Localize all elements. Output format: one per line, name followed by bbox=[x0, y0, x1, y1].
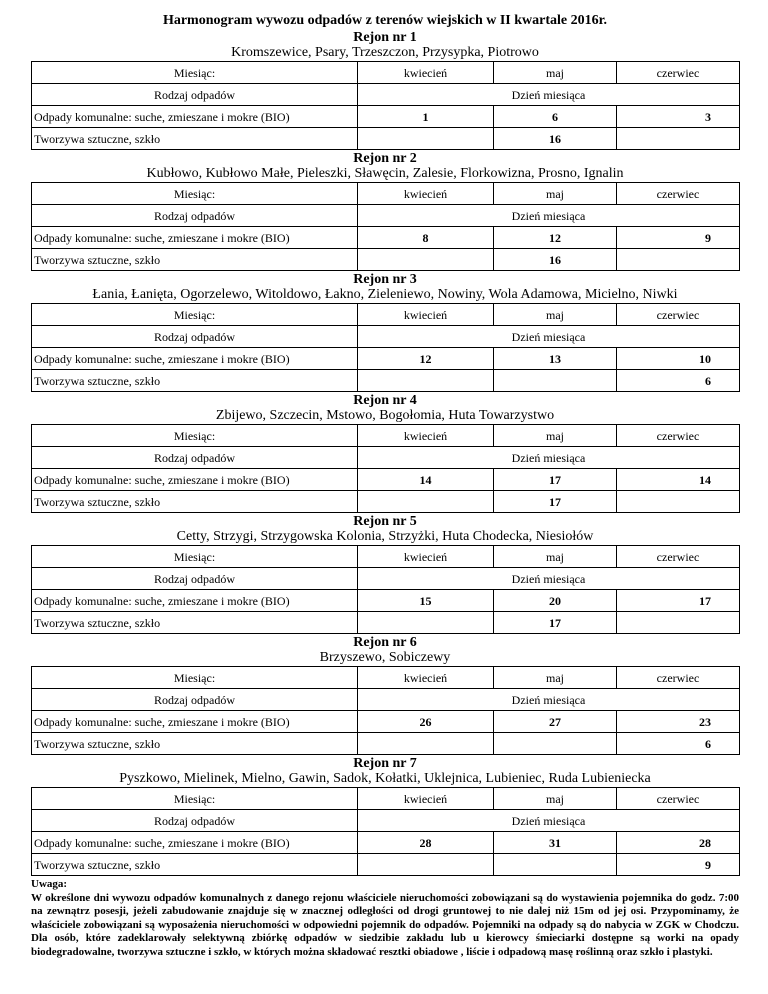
region-block bbox=[31, 30, 739, 150]
month-may: maj bbox=[494, 183, 617, 205]
month-label: Miesiąc: bbox=[32, 425, 358, 447]
document-title: Harmonogram wywozu odpadów z terenów wiejskich w II kwartale 2016r. bbox=[162, 13, 608, 28]
month-april: kwiecień bbox=[358, 425, 494, 447]
municipal-april: 15 bbox=[358, 590, 494, 612]
month-header-row bbox=[32, 425, 740, 447]
municipal-label: Odpady komunalne: suche, zmieszane i mokre (BIO) bbox=[32, 348, 358, 370]
month-header-row bbox=[32, 304, 740, 326]
municipal-june: 9 bbox=[617, 227, 740, 249]
region-title: Rejon nr 1 bbox=[353, 30, 417, 45]
plastics-row bbox=[32, 854, 740, 876]
month-may: maj bbox=[494, 304, 617, 326]
month-label: Miesiąc: bbox=[32, 667, 358, 689]
subheader-row bbox=[32, 326, 740, 348]
region-block bbox=[31, 272, 739, 392]
municipal-april: 12 bbox=[358, 348, 494, 370]
municipal-row bbox=[32, 469, 740, 491]
municipal-june: 17 bbox=[617, 590, 740, 612]
plastics-june bbox=[617, 128, 740, 150]
waste-type-label: Rodzaj odpadów bbox=[32, 326, 358, 348]
municipal-april: 28 bbox=[358, 832, 494, 854]
plastics-may bbox=[494, 370, 617, 392]
plastics-row bbox=[32, 370, 740, 392]
day-of-month-label: Dzień miesiąca bbox=[358, 84, 740, 106]
subheader-row bbox=[32, 568, 740, 590]
plastics-may: 16 bbox=[494, 128, 617, 150]
plastics-may: 17 bbox=[494, 491, 617, 513]
waste-type-label: Rodzaj odpadów bbox=[32, 447, 358, 469]
waste-type-label: Rodzaj odpadów bbox=[32, 205, 358, 227]
month-june: czerwiec bbox=[617, 667, 740, 689]
plastics-row bbox=[32, 491, 740, 513]
subheader-row bbox=[32, 447, 740, 469]
day-of-month-label: Dzień miesiąca bbox=[358, 326, 740, 348]
region-title: Rejon nr 6 bbox=[353, 635, 417, 650]
schedule-document bbox=[31, 12, 739, 959]
month-label: Miesiąc: bbox=[32, 183, 358, 205]
municipal-may: 17 bbox=[494, 469, 617, 491]
plastics-label: Tworzywa sztuczne, szkło bbox=[32, 370, 358, 392]
municipal-row bbox=[32, 348, 740, 370]
schedule-table bbox=[31, 545, 740, 634]
plastics-april bbox=[358, 370, 494, 392]
day-of-month-label: Dzień miesiąca bbox=[358, 568, 740, 590]
month-may: maj bbox=[494, 788, 617, 810]
municipal-may: 20 bbox=[494, 590, 617, 612]
plastics-april bbox=[358, 854, 494, 876]
municipal-label: Odpady komunalne: suche, zmieszane i mokre (BIO) bbox=[32, 590, 358, 612]
month-april: kwiecień bbox=[358, 304, 494, 326]
region-towns: Pyszkowo, Mielinek, Mielno, Gawin, Sadok, Kołatki, Uklejnica, Lubieniec, Ruda Lubieniecka bbox=[119, 771, 651, 786]
municipal-may: 27 bbox=[494, 711, 617, 733]
plastics-label: Tworzywa sztuczne, szkło bbox=[32, 854, 358, 876]
month-april: kwiecień bbox=[358, 788, 494, 810]
region-block bbox=[31, 393, 739, 513]
subheader-row bbox=[32, 205, 740, 227]
region-title: Rejon nr 4 bbox=[353, 393, 417, 408]
waste-type-label: Rodzaj odpadów bbox=[32, 568, 358, 590]
plastics-label: Tworzywa sztuczne, szkło bbox=[32, 733, 358, 755]
month-may: maj bbox=[494, 425, 617, 447]
municipal-row bbox=[32, 106, 740, 128]
plastics-april bbox=[358, 733, 494, 755]
municipal-label: Odpady komunalne: suche, zmieszane i mokre (BIO) bbox=[32, 106, 358, 128]
month-june: czerwiec bbox=[617, 425, 740, 447]
month-june: czerwiec bbox=[617, 788, 740, 810]
municipal-june: 10 bbox=[617, 348, 740, 370]
note-heading: Uwaga: bbox=[31, 878, 68, 890]
month-header-row bbox=[32, 788, 740, 810]
waste-type-label: Rodzaj odpadów bbox=[32, 84, 358, 106]
day-of-month-label: Dzień miesiąca bbox=[358, 810, 740, 832]
region-block bbox=[31, 635, 739, 755]
month-april: kwiecień bbox=[358, 546, 494, 568]
month-april: kwiecień bbox=[358, 667, 494, 689]
region-block bbox=[31, 756, 739, 876]
schedule-table bbox=[31, 424, 740, 513]
regions-container bbox=[31, 30, 739, 876]
note-text: W określone dni wywozu odpadów komunalnych z danego rejonu właściciele nieruchomości zobowiązani są do wystawienia pojemnika do godz. 7:00 na zewnątrz posesji, jeżeli zabudowanie znajduje się w znacznej odległości od drogi gruntowej to nie dalej niż 15m od jej osi. Przypominamy, że właściciele zobowiązani są wyposażenia nieruchomości w odpowiedni pojemnik do odpadów. Pojemniki na odpady są do nabycia w ZGK w Chodczu. Dla osób, które zadeklarowały selektywną zbiórkę odpadów w siedzibie zakładu lub u kierowcy śmieciarki dostępne są worki na opady biodegradowalne, tworzywa sztuczne i szkło, w których można składować resztki obiadowe , liście i odpadową masę roślinną oraz szkło i plastyki. bbox=[31, 891, 739, 958]
municipal-april: 26 bbox=[358, 711, 494, 733]
municipal-row bbox=[32, 832, 740, 854]
month-header-row bbox=[32, 62, 740, 84]
municipal-june: 28 bbox=[617, 832, 740, 854]
municipal-label: Odpady komunalne: suche, zmieszane i mokre (BIO) bbox=[32, 227, 358, 249]
month-label: Miesiąc: bbox=[32, 788, 358, 810]
month-label: Miesiąc: bbox=[32, 62, 358, 84]
note-section bbox=[31, 878, 739, 959]
region-block bbox=[31, 514, 739, 634]
month-may: maj bbox=[494, 546, 617, 568]
plastics-june: 6 bbox=[617, 733, 740, 755]
day-of-month-label: Dzień miesiąca bbox=[358, 689, 740, 711]
plastics-may: 16 bbox=[494, 249, 617, 271]
month-may: maj bbox=[494, 667, 617, 689]
plastics-row bbox=[32, 249, 740, 271]
municipal-row bbox=[32, 711, 740, 733]
plastics-april bbox=[358, 491, 494, 513]
municipal-june: 3 bbox=[617, 106, 740, 128]
plastics-label: Tworzywa sztuczne, szkło bbox=[32, 249, 358, 271]
subheader-row bbox=[32, 84, 740, 106]
region-towns: Brzyszewo, Sobiczewy bbox=[319, 650, 451, 665]
region-towns: Cetty, Strzygi, Strzygowska Kolonia, Strzyżki, Huta Chodecka, Niesiołów bbox=[176, 529, 594, 544]
plastics-label: Tworzywa sztuczne, szkło bbox=[32, 612, 358, 634]
municipal-june: 23 bbox=[617, 711, 740, 733]
region-towns: Kromszewice, Psary, Trzeszczon, Przysypka, Piotrowo bbox=[231, 45, 539, 60]
municipal-may: 31 bbox=[494, 832, 617, 854]
plastics-june bbox=[617, 491, 740, 513]
municipal-april: 14 bbox=[358, 469, 494, 491]
plastics-may bbox=[494, 733, 617, 755]
month-label: Miesiąc: bbox=[32, 304, 358, 326]
municipal-label: Odpady komunalne: suche, zmieszane i mokre (BIO) bbox=[32, 469, 358, 491]
plastics-row bbox=[32, 128, 740, 150]
schedule-table bbox=[31, 303, 740, 392]
municipal-row bbox=[32, 590, 740, 612]
plastics-may: 17 bbox=[494, 612, 617, 634]
plastics-april bbox=[358, 128, 494, 150]
region-title: Rejon nr 3 bbox=[353, 272, 417, 287]
municipal-april: 1 bbox=[358, 106, 494, 128]
plastics-label: Tworzywa sztuczne, szkło bbox=[32, 491, 358, 513]
schedule-table bbox=[31, 61, 740, 150]
plastics-june bbox=[617, 612, 740, 634]
month-header-row bbox=[32, 546, 740, 568]
waste-type-label: Rodzaj odpadów bbox=[32, 689, 358, 711]
waste-type-label: Rodzaj odpadów bbox=[32, 810, 358, 832]
municipal-june: 14 bbox=[617, 469, 740, 491]
month-header-row bbox=[32, 667, 740, 689]
municipal-may: 13 bbox=[494, 348, 617, 370]
plastics-june: 9 bbox=[617, 854, 740, 876]
plastics-row bbox=[32, 733, 740, 755]
schedule-table bbox=[31, 787, 740, 876]
month-may: maj bbox=[494, 62, 617, 84]
day-of-month-label: Dzień miesiąca bbox=[358, 447, 740, 469]
region-block bbox=[31, 151, 739, 271]
plastics-may bbox=[494, 854, 617, 876]
region-towns: Łania, Łanięta, Ogorzelewo, Witoldowo, Łakno, Zieleniewo, Nowiny, Wola Adamowa, Micielno, Niwki bbox=[92, 287, 678, 302]
region-title: Rejon nr 2 bbox=[353, 151, 417, 166]
month-june: czerwiec bbox=[617, 62, 740, 84]
schedule-table bbox=[31, 666, 740, 755]
subheader-row bbox=[32, 689, 740, 711]
municipal-row bbox=[32, 227, 740, 249]
plastics-april bbox=[358, 612, 494, 634]
municipal-may: 12 bbox=[494, 227, 617, 249]
plastics-june bbox=[617, 249, 740, 271]
region-towns: Zbijewo, Szczecin, Mstowo, Bogołomia, Huta Towarzystwo bbox=[215, 408, 555, 423]
plastics-row bbox=[32, 612, 740, 634]
subheader-row bbox=[32, 810, 740, 832]
plastics-april bbox=[358, 249, 494, 271]
plastics-label: Tworzywa sztuczne, szkło bbox=[32, 128, 358, 150]
month-june: czerwiec bbox=[617, 304, 740, 326]
day-of-month-label: Dzień miesiąca bbox=[358, 205, 740, 227]
region-title: Rejon nr 5 bbox=[353, 514, 417, 529]
month-april: kwiecień bbox=[358, 183, 494, 205]
month-june: czerwiec bbox=[617, 546, 740, 568]
month-header-row bbox=[32, 183, 740, 205]
month-june: czerwiec bbox=[617, 183, 740, 205]
municipal-label: Odpady komunalne: suche, zmieszane i mokre (BIO) bbox=[32, 711, 358, 733]
region-towns: Kubłowo, Kubłowo Małe, Pieleszki, Sławęcin, Zalesie, Florkowizna, Prosno, Ignalin bbox=[146, 166, 624, 181]
municipal-april: 8 bbox=[358, 227, 494, 249]
region-title: Rejon nr 7 bbox=[353, 756, 417, 771]
schedule-table bbox=[31, 182, 740, 271]
municipal-label: Odpady komunalne: suche, zmieszane i mokre (BIO) bbox=[32, 832, 358, 854]
month-label: Miesiąc: bbox=[32, 546, 358, 568]
plastics-june: 6 bbox=[617, 370, 740, 392]
municipal-may: 6 bbox=[494, 106, 617, 128]
month-april: kwiecień bbox=[358, 62, 494, 84]
